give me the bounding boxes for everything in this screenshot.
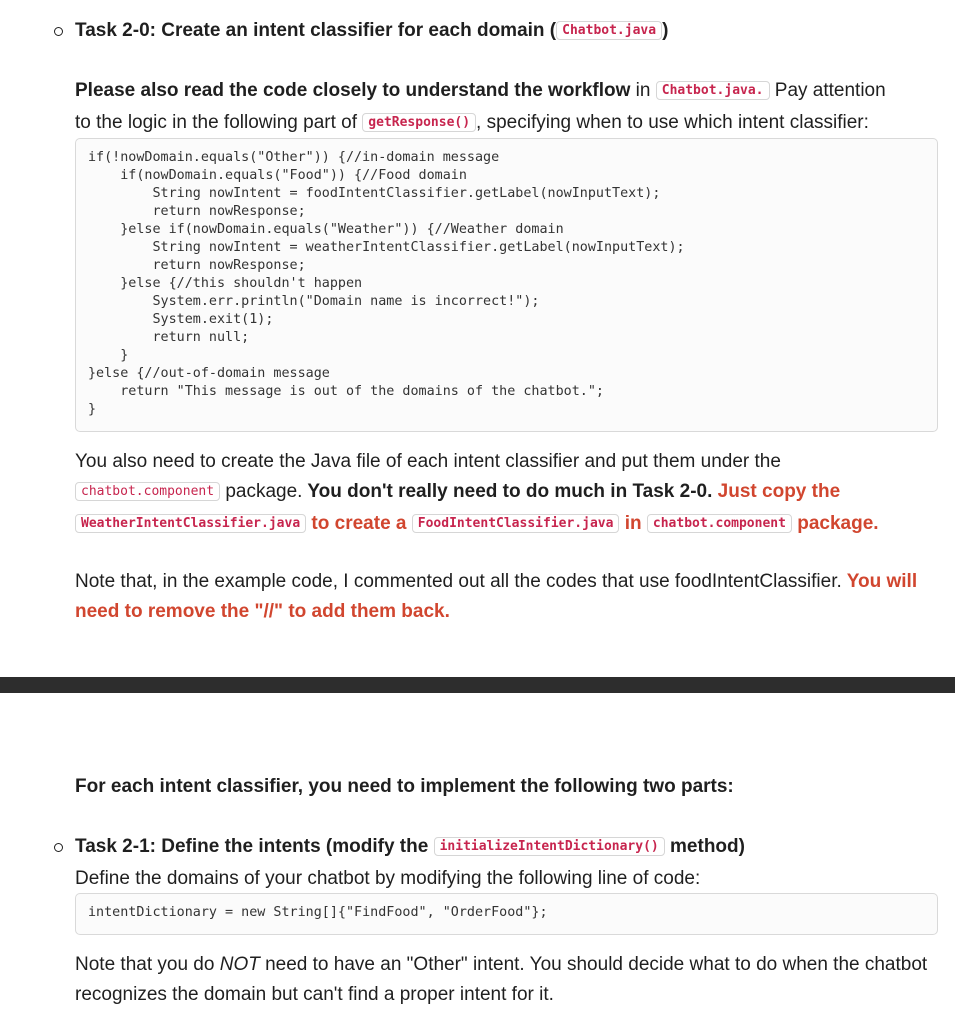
create-red-text-1: Just copy the [712,481,841,502]
code-block-getresponse: if(!nowDomain.equals("Other")) {//in-domain message if(nowDomain.equals("Food")) {//Food domain String nowIntent = foodIntentClassifier.getLabel(nowInputText); return nowResponse; }else if(nowDomain.equals("Weather")) {//Weather domain String nowIntent = weatherIntentClassifier.getLabel(nowInputText); return nowResponse; }else {//this shouldn't happen System.err.println("Domain name is incorrect!"); System.exit(1); return null; } }else {//out-of-domain message return "This message is out of the domains of the chatbot."; } [75,138,938,432]
bullet-icon [54,27,63,36]
read-in-text: in [630,80,656,101]
weather-intent-classifier-code: WeatherIntentClassifier.java [75,514,306,533]
note-other-emphasis: NOT [219,954,260,975]
initialize-intent-dictionary-code: initializeIntentDictionary() [434,837,665,856]
read-line2-end: , specifying when to use which intent classifier: [476,112,869,133]
task-2-0-title: Task 2-0: Create an intent classifier for each domain ( [75,20,557,41]
section-divider [0,677,955,693]
create-red-text-2: to create a [306,513,412,534]
create-red-text-3: in [619,513,647,534]
note-other-post: need to have an "Other" intent. You should decide what to do when the chatbot recognizes the domain but can't find a proper intent for it. [75,954,928,1005]
section-2-intro [75,772,941,802]
task-2-1-title: Task 2-1: Define the intents (modify the [75,836,434,857]
task-2-0-title-end: ) [662,20,669,41]
create-package-text: package. [220,481,303,502]
task-2-1-title-end: method) [664,836,745,857]
read-attention-text: Pay attention [769,80,886,101]
create-classifier-paragraph [75,447,941,541]
note-foodintent-paragraph [75,567,941,627]
code-block-intent-dictionary: intentDictionary = new String[]{"FindFood", "OrderFood"}; [75,893,938,935]
get-response-code: getResponse() [362,113,476,132]
read-line2-text: to the logic in the following part of [75,112,363,133]
note-other-pre: Note that you do [75,954,220,975]
task-2-1-heading [75,832,939,894]
task-2-0-heading [75,16,939,48]
chatbot-component-code: chatbot.component [75,482,220,501]
task-2-1-description: Define the domains of your chatbot by modifying the following line of code: [75,868,701,889]
food-intent-classifier-code: FoodIntentClassifier.java [412,514,620,533]
chatbot-component-code-2: chatbot.component [647,514,792,533]
chatbot-java-inline: Chatbot.java. [656,81,770,100]
read-code-paragraph [75,76,941,140]
note-text: Note that, in the example code, I commented out all the codes that use foodIntentClassifier. [75,571,842,592]
chatbot-java-code: Chatbot.java [556,21,662,40]
read-bold-text: Please also read the code closely to understand the workflow [75,80,631,101]
create-bold-text: You don't really need to do much in Task 2-0. [302,481,713,502]
section-2-intro-text: For each intent classifier, you need to implement the following two parts: [75,776,734,797]
bullet-icon [54,843,63,852]
note-red-text: You will need to remove the "//" to add them back. [75,571,918,622]
create-text: You also need to create the Java file of each intent classifier and put them under the [75,451,781,472]
note-other-intent-paragraph [75,950,941,1010]
create-red-text-4: package. [791,513,879,534]
